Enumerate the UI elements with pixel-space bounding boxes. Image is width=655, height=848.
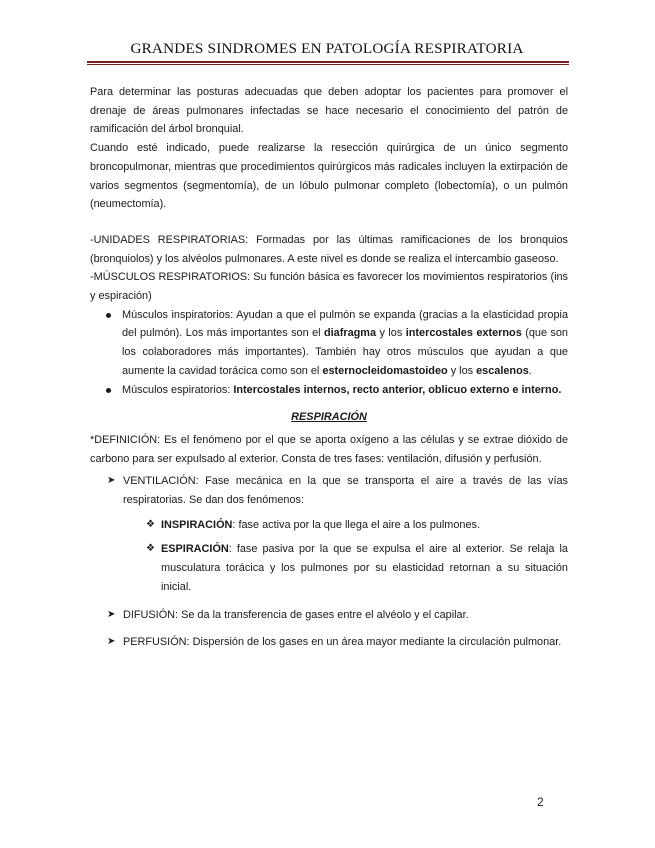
definition-paragraph: *DEFINICIÓN: Es el fenómeno por el que se aporta oxígeno a las células y se extrae dióxido de carbono para ser expulsado al exterior. Consta de tres fases: ventilación, difusión y perfusión.: [90, 433, 568, 465]
arrow-bullet-icon: ➤: [107, 608, 116, 620]
perfusion-item: [90, 633, 568, 652]
ventilation-text: VENTILACIÓN: Fase mecánica en la que se transporta el aire a través de las vías respiratorias. Se dan dos fenómenos:: [123, 475, 568, 507]
diffusion-text: DIFUSIÓN: Se da la transferencia de gases entre el alvéolo y el capilar.: [123, 608, 469, 621]
respiratory-muscles-paragraph: -MÚSCULOS RESPIRATORIOS: Su función básica es favorecer los movimientos respiratorios (ins y espiración): [90, 271, 568, 303]
esp-text-1: Músculos espiratorios:: [122, 383, 234, 396]
page-header-title: GRANDES SINDROMES EN PATOLOGÍA RESPIRATORIA: [130, 40, 524, 57]
inspiration-item: [90, 516, 568, 535]
intro-paragraph-1: Para determinar las posturas adecuadas que deben adoptar los pacientes para promover el drenaje de áreas pulmonares infectadas se hace necesario el conocimiento del patrón de ramificación del árbol bronquial.: [90, 86, 568, 136]
insp-bold-esternocleidomastoideo: esternocleidomastoideo: [322, 364, 448, 377]
arrow-bullet-icon: ➤: [107, 636, 116, 648]
insp-text-5: .: [528, 364, 532, 377]
diamond-bullet-icon: ❖: [146, 543, 155, 555]
insp-bold-intercostales: intercostales externos: [405, 327, 522, 340]
diamond-bullet-icon: ❖: [146, 518, 155, 530]
header-rule-thin: [87, 64, 569, 65]
header-rule-thick: [87, 61, 569, 63]
inspiration-label: INSPIRACIÓN: [161, 518, 233, 531]
expiratory-muscles-item: [122, 381, 568, 400]
inspiration-text: : fase activa por la que llega el aire a los pulmones.: [232, 518, 481, 531]
document-body: [90, 83, 568, 652]
respiratory-units-paragraph: -UNIDADES RESPIRATORIAS: Formadas por las últimas ramificaciones de los bronquios (bronquiolos) y los alvéolos pulmonares. A este nivel es donde se realiza el intercambio gaseoso.: [90, 233, 568, 265]
expiration-label: ESPIRACIÓN: [161, 543, 229, 556]
section-title-respiracion: RESPIRACIÓN: [291, 411, 367, 424]
esp-bold-list: Intercostales internos, recto anterior, oblicuo externo e interno.: [233, 383, 562, 396]
insp-bold-diafragma: diafragma: [324, 327, 377, 340]
insp-bold-escalenos: escalenos: [476, 364, 529, 377]
expiration-item: [90, 540, 568, 596]
expiration-text: : fase pasiva por la que se expulsa el aire al exterior. Se relaja la musculatura torácica y los pulmones por su elasticidad retornan a su situación inicial.: [161, 543, 568, 593]
insp-text-3: (que son los colaboradores más importantes). También hay otros músculos que ayudan a que aumente la cavidad torácica como son el: [122, 327, 568, 377]
muscles-list: [90, 306, 568, 400]
spacer: [90, 214, 568, 231]
diffusion-item: [90, 606, 568, 625]
arrow-bullet-icon: ➤: [107, 475, 116, 487]
insp-text-1: Músculos inspiratorios: Ayudan a que el pulmón se expanda (gracias a la elasticidad propia del pulmón). Los más importantes son el: [122, 308, 568, 340]
inspiratory-muscles-item: [122, 306, 568, 381]
insp-text-2: y los: [376, 327, 406, 340]
intro-paragraph-2: Cuando esté indicado, puede realizarse la resección quirúrgica de un único segmento broncopulmonar, mientras que procedimientos quirúrgicos más radicales incluyen la extirpación de varios segmentos (segmentomía), de un lóbulo pulmonar completo (lobectomía), o un pulmón (neumectomía).: [90, 142, 568, 211]
insp-text-4: y los: [447, 364, 477, 377]
ventilation-item: [90, 472, 568, 509]
perfusion-text: PERFUSIÓN: Dispersión de los gases en un área mayor mediante la circulación pulmonar.: [123, 636, 562, 649]
page-number: 2: [537, 795, 544, 809]
